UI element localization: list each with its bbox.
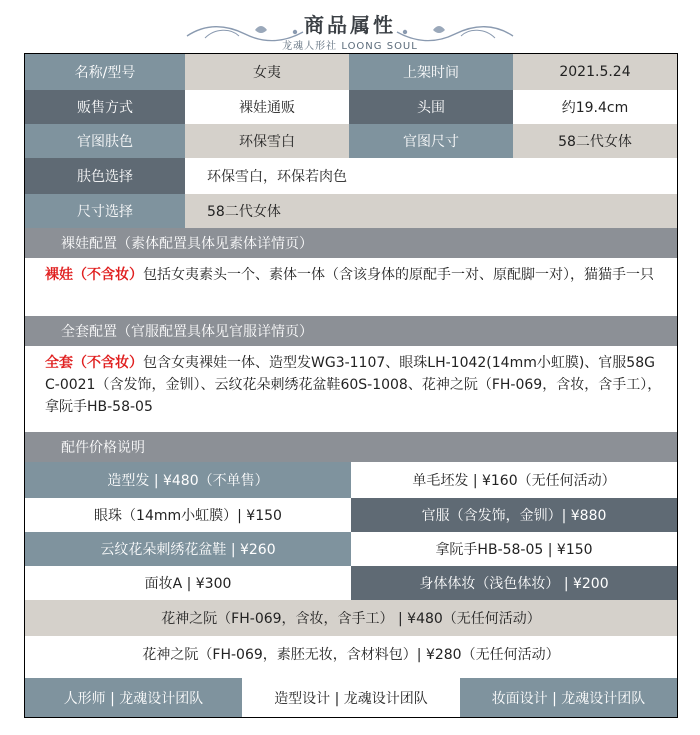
nude-config-text [25, 258, 677, 316]
brand-subtitle: 龙魂人形社 LOONG SOUL [282, 41, 418, 52]
price-item-wide: 花神之阮（FH-069，含妆，含手工） | ¥480（无任何活动） [25, 600, 677, 636]
nude-config-highlight: 裸娃（不含妆） [45, 267, 143, 283]
attr-label: 官图尺寸 [349, 124, 513, 158]
size-choice-label: 尺寸选择 [25, 194, 185, 228]
page-title: 商品属性 [304, 13, 396, 37]
price-row [25, 498, 677, 532]
price-row-wide [25, 600, 677, 636]
attr-value: 裸娃通贩 [185, 90, 349, 124]
attribute-row [25, 124, 677, 158]
attr-label: 官图肤色 [25, 124, 185, 158]
credit-makeup-design: 妆面设计 | 龙魂设计团队 [460, 678, 677, 718]
price-item: 官服（含发饰，金钏）| ¥880 [351, 498, 677, 532]
credits-footer [25, 678, 677, 718]
size-choice-row [25, 194, 677, 228]
price-item: 单毛坯发 | ¥160（无任何活动） [351, 462, 677, 498]
page-header [0, 0, 700, 52]
price-row [25, 532, 677, 566]
price-row [25, 566, 677, 600]
attr-value: 环保雪白 [185, 124, 349, 158]
credit-doll-maker: 人形师 | 龙魂设计团队 [25, 678, 242, 718]
skin-choice-value: 环保雪白，环保若肉色 [185, 158, 677, 194]
prices-heading: 配件价格说明 [25, 432, 677, 462]
skin-choice-label: 肤色选择 [25, 158, 185, 194]
attr-label: 头围 [349, 90, 513, 124]
attr-value: 58二代女体 [513, 124, 677, 158]
attr-label: 贩售方式 [25, 90, 185, 124]
attr-label: 上架时间 [349, 54, 513, 90]
full-config-description: 包含女夷裸娃一体、造型发WG3-1107、眼珠LH-1042(14mm小虹膜)、官服58GC-0021（含发饰，金钏）、云纹花朵刺绣花盆鞋60S-1008、花神之阮（FH-069，含妆，含手工），拿阮手HB-58-05 [45, 355, 662, 415]
attribute-row [25, 54, 677, 90]
attributes-table [24, 53, 678, 718]
price-item: 拿阮手HB-58-05 | ¥150 [351, 532, 677, 566]
price-row [25, 462, 677, 498]
nude-config-heading: 裸娃配置（素体配置具体见素体详情页） [25, 228, 677, 258]
price-row-wide [25, 636, 677, 672]
price-item: 造型发 | ¥480（不单售） [25, 462, 351, 498]
size-choice-value: 58二代女体 [185, 194, 677, 228]
attr-value: 女夷 [185, 54, 349, 90]
price-item: 面妆A | ¥300 [25, 566, 351, 600]
attr-value: 2021.5.24 [513, 54, 677, 90]
price-item-wide: 花神之阮（FH-069，素胚无妆，含材料包）| ¥280（无任何活动） [25, 636, 677, 672]
skin-choice-row [25, 158, 677, 194]
full-config-highlight: 全套（不含妆） [45, 355, 143, 371]
attr-label: 名称/型号 [25, 54, 185, 90]
price-item: 身体体妆（浅色体妆） | ¥200 [351, 566, 677, 600]
price-item: 眼珠（14mm小虹膜）| ¥150 [25, 498, 351, 532]
attr-value: 约19.4cm [513, 90, 677, 124]
attribute-row [25, 90, 677, 124]
credit-styling-design: 造型设计 | 龙魂设计团队 [242, 678, 460, 718]
nude-config-description: 包括女夷素头一个、素体一体（含该身体的原配手一对、原配脚一对），猫猫手一只 [143, 267, 654, 283]
full-config-text [25, 346, 677, 432]
full-config-heading: 全套配置（官服配置具体见官服详情页） [25, 316, 677, 346]
price-item: 云纹花朵刺绣花盆鞋 | ¥260 [25, 532, 351, 566]
